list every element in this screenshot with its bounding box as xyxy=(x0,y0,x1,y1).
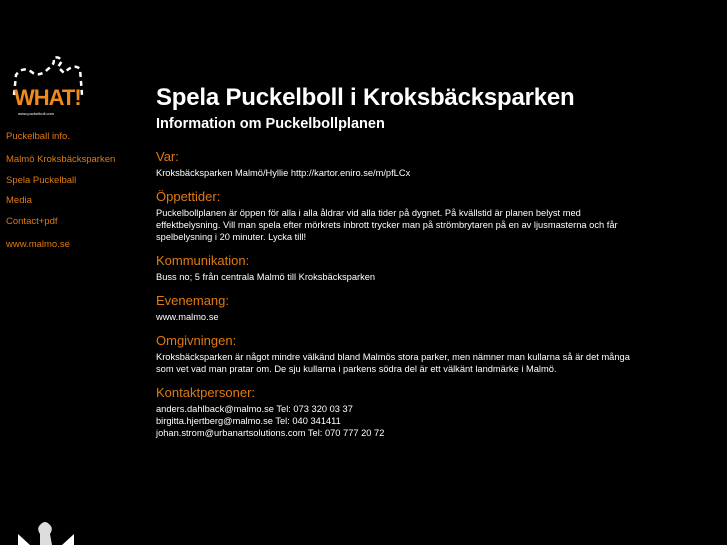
page-subtitle: Information om Puckelbollplanen xyxy=(156,116,385,132)
nav-malmo-kroksbacksparken[interactable]: Malmö Kroksbäcksparken xyxy=(6,154,116,165)
section-oppettider xyxy=(156,189,636,243)
section-text: Kroksbäcksparken är något mindre välkänd bland Malmös stora parker, men nämner man kullarna så är det många som vet vad man pratar om. De sju kullarna i parkens södra del är ett välkänt landmärke i Malmö. xyxy=(156,352,630,374)
logo-text: WHAT! xyxy=(14,85,81,110)
section-kommunikation xyxy=(156,253,636,283)
section-evenemang xyxy=(156,293,636,323)
nav-contact-pdf[interactable]: Contact+pdf xyxy=(6,216,58,227)
section-heading: Evenemang: xyxy=(156,293,229,308)
section-text: www.malmo.se xyxy=(156,312,219,322)
section-heading: Öppettider: xyxy=(156,189,221,204)
section-kontaktpersoner xyxy=(156,385,636,439)
section-heading: Kommunikation: xyxy=(156,253,250,268)
contact-line: anders.dahlback@malmo.se Tel: 073 320 03 37 xyxy=(156,404,353,414)
nav-spela-puckelball[interactable]: Spela Puckelball xyxy=(6,175,77,186)
section-heading: Kontaktpersoner: xyxy=(156,385,256,400)
contact-line: johan.strom@urbanartsolutions.com Tel: 070 777 20 72 xyxy=(156,428,385,438)
section-heading: Var: xyxy=(156,149,179,164)
main-content xyxy=(156,84,636,439)
location-text: Kroksbäcksparken Malmö/Hyllie http://kartor.eniro.se/m/pfLCx xyxy=(156,168,411,178)
section-heading: Omgivningen: xyxy=(156,333,237,348)
section-var xyxy=(156,149,636,179)
logo-url: www.puckelboll.com xyxy=(18,111,55,116)
section-omgivningen xyxy=(156,333,636,375)
nav-media[interactable]: Media xyxy=(6,195,32,206)
section-text: Puckelbollplanen är öppen för alla i alla åldrar vid alla tider på dygnet. På kvällstid är planen belyst med effektbelysning. Vill man spela efter mörkrets inbrott trycker man på strömbrytaren på en av ljusmasterna och får spelbelysning i 20 minuter. Lycka till! xyxy=(156,208,618,242)
page-title: Spela Puckelboll i Kroksbäcksparken xyxy=(156,84,575,111)
nav-malmo-se[interactable]: www.malmo.se xyxy=(6,239,70,250)
footer-emblem-icon xyxy=(18,520,74,545)
contact-line: birgitta.hjertberg@malmo.se Tel: 040 341411 xyxy=(156,416,341,426)
nav-puckelball-info[interactable]: Puckelball info. xyxy=(6,131,70,142)
puckelboll-logo[interactable] xyxy=(8,55,88,120)
section-text: Buss no; 5 från centrala Malmö till Kroksbäcksparken xyxy=(156,272,376,282)
